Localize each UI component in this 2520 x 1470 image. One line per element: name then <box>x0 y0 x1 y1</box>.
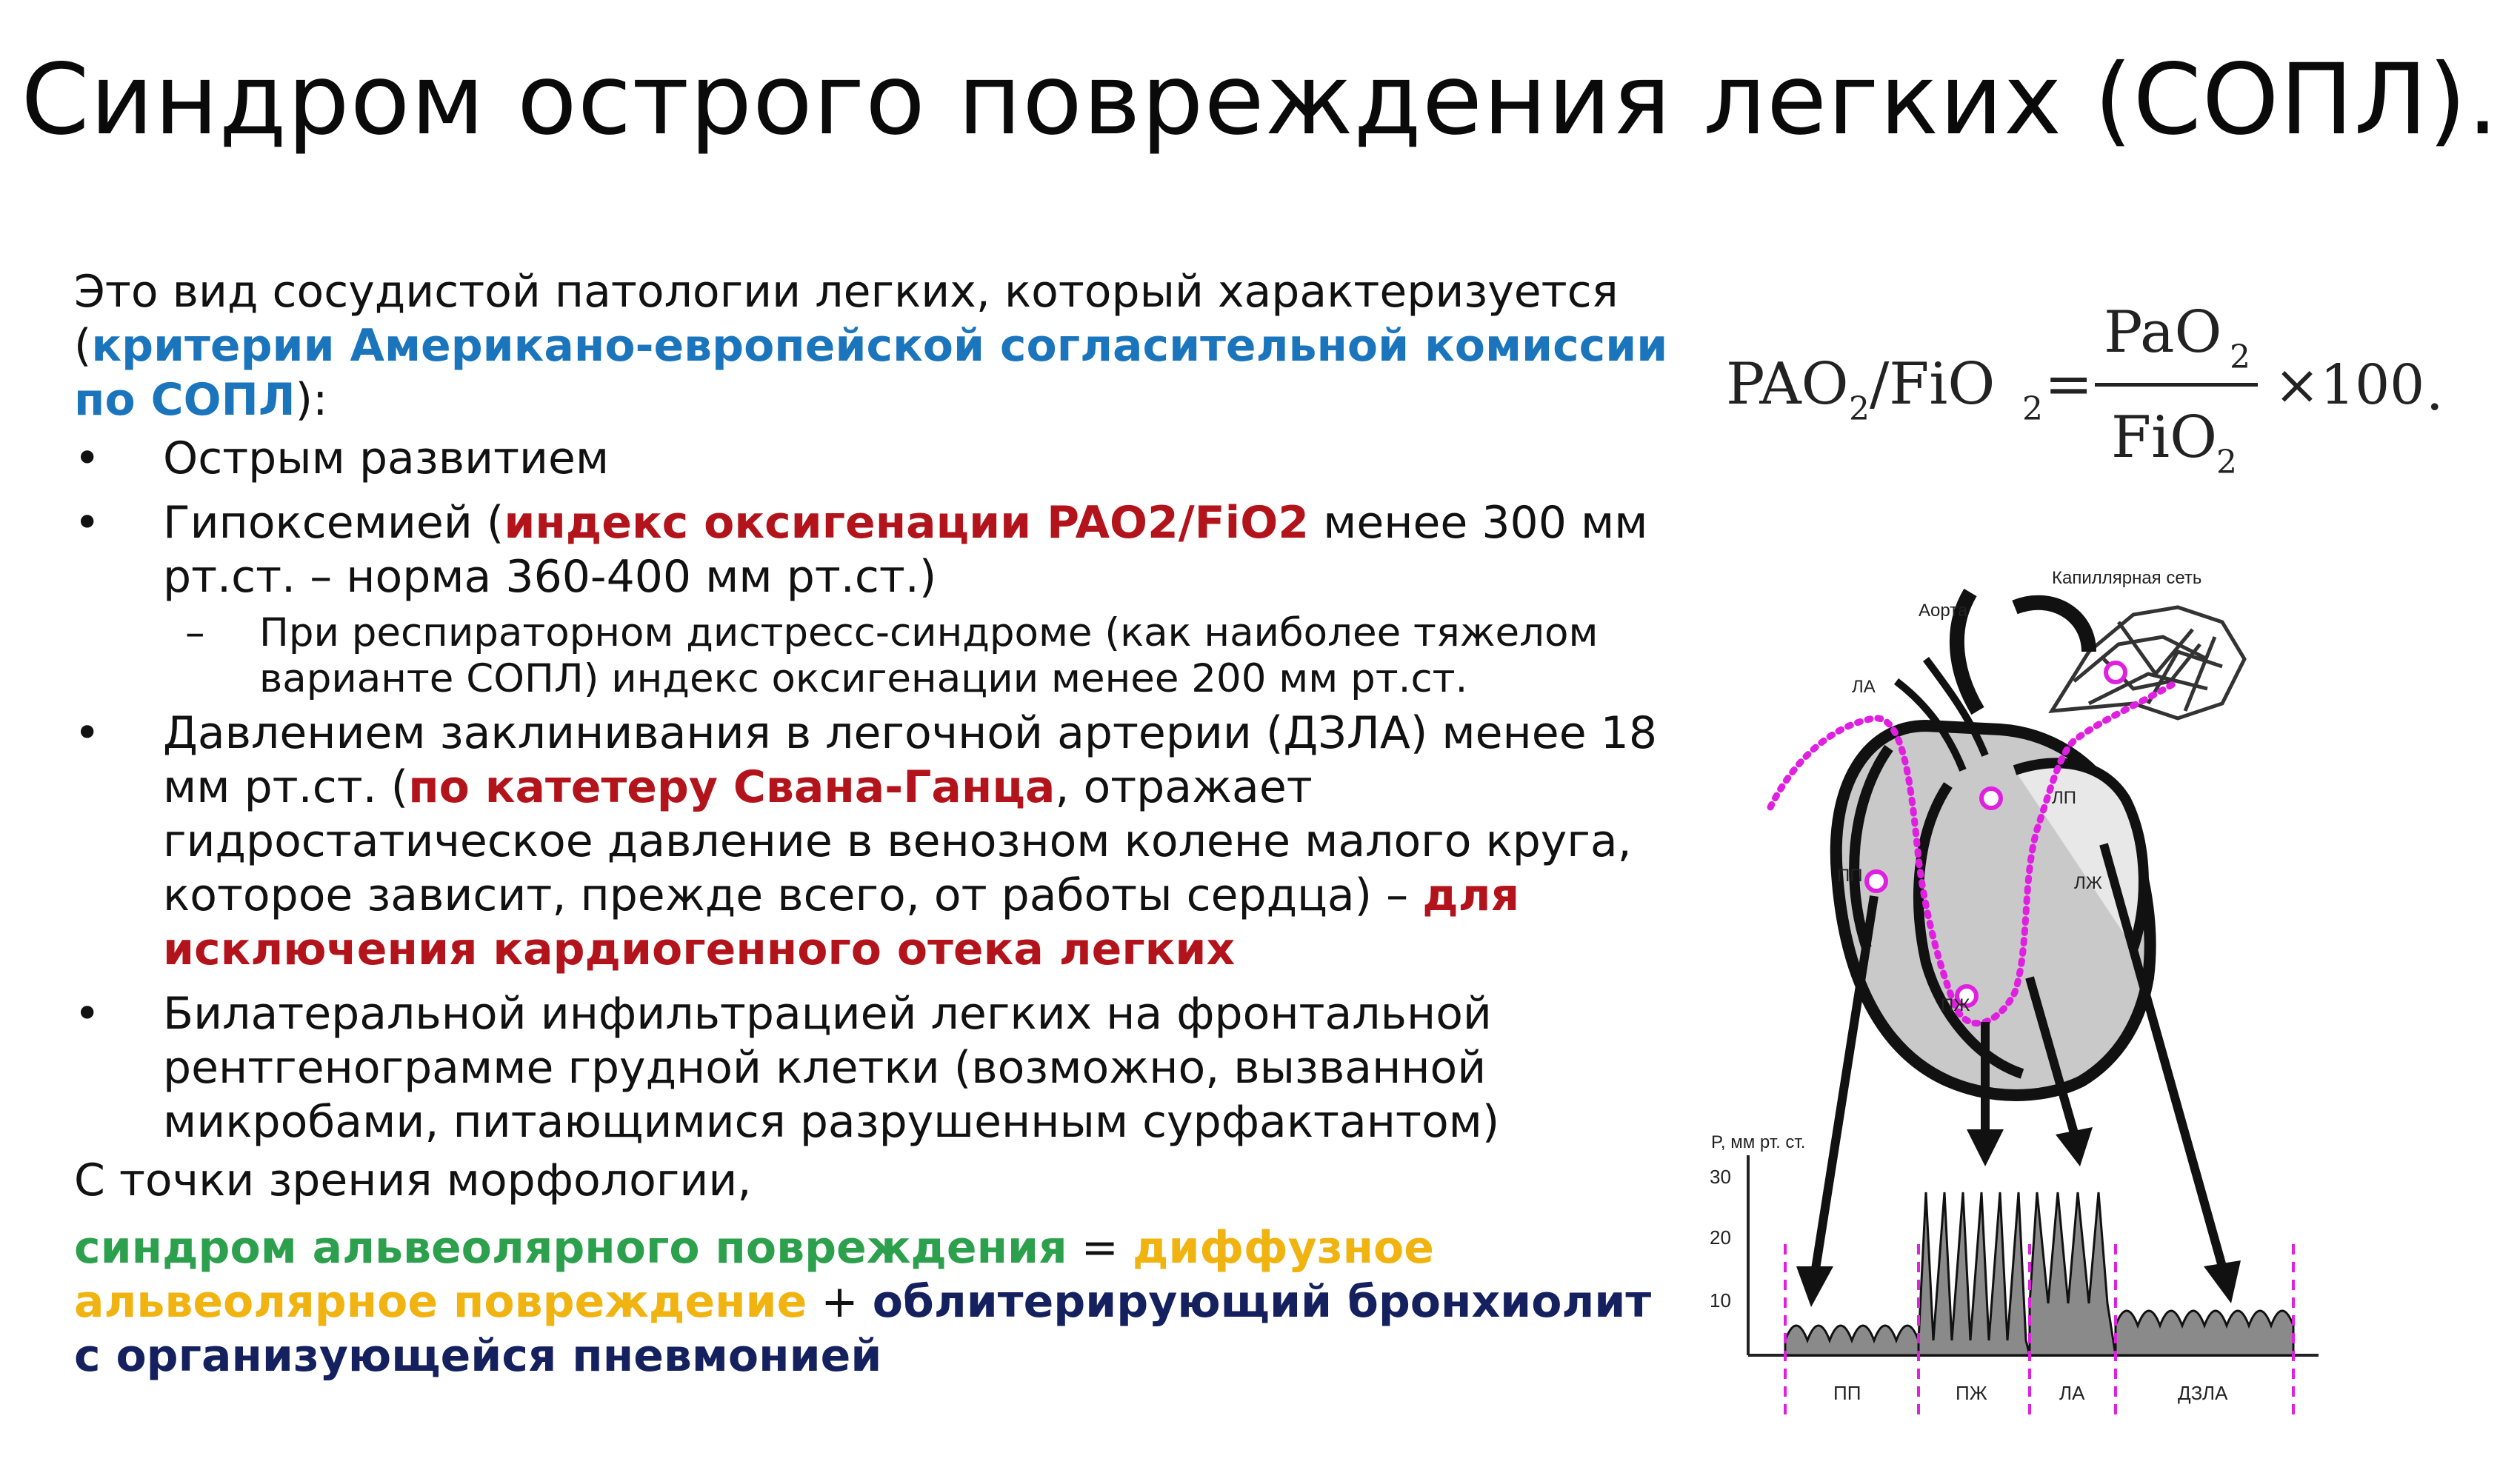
label-lp: ЛП <box>2052 788 2076 808</box>
bullet-hypoxemia: • Гипоксемией (индекс оксигенации PAO2/FiO2 менее 300 мм рт.ст. – норма 360-400 мм рт.ст.) <box>74 497 1648 603</box>
label-pp: ПП <box>1837 866 1863 886</box>
formula-lhs-sub: 2 <box>1849 390 1870 428</box>
intro-paragraph: Это вид сосудистой патологии легких, который характеризуется (критерии Американо-европейской согласительной комиссии по СОПЛ): <box>74 266 1668 426</box>
aorta-arch <box>1957 592 2089 711</box>
bullet-mark: • <box>74 432 101 484</box>
waveform-dzla <box>2116 1311 2293 1355</box>
label-aorta: Аорта <box>1919 601 1968 621</box>
y-tick-20: 20 <box>1710 1226 1731 1249</box>
sub-bullet-ards: – При респираторном дистресс-синдроме (как наиболее тяжелом варианте СОПЛ) индекс оксигенации менее 200 мм рт.ст. <box>185 610 1599 701</box>
catheter-point-la <box>1981 789 2001 808</box>
bullet-mark: • <box>74 497 101 549</box>
criteria-text: критерии Американо-европейской согласительной комиссии по СОПЛ <box>74 320 1668 426</box>
catheter-point-pp <box>1867 872 1886 891</box>
formula-denominator: FiO <box>2111 404 2218 471</box>
bullet-mark: • <box>74 707 101 759</box>
dash-mark: – <box>185 610 205 655</box>
fraction-bar <box>2095 383 2258 387</box>
catheter-point-capillary <box>2106 663 2125 682</box>
oxygenation-formula <box>1719 293 2444 500</box>
waveform-pp <box>1785 1326 1919 1355</box>
formula-slash-sub: 2 <box>2022 390 2043 428</box>
formula-equals: = <box>2044 351 2093 418</box>
label-la-top: ЛА <box>1852 677 1876 697</box>
slide-body <box>74 265 1689 1383</box>
waveform-la <box>2030 1192 2116 1355</box>
y-tick-30: 30 <box>1710 1166 1731 1188</box>
diffuse-damage-text: диффузное альвеолярное повреждение <box>74 1222 1434 1328</box>
morphology-definition: синдром альвеолярного повреждения = диффузное альвеолярное повреждение + облитерирующий бронхиолит с организующейся пневмонией <box>74 1222 1652 1382</box>
segment-label-pp: ПП <box>1833 1382 1861 1404</box>
formula-dot: . <box>2426 359 2444 423</box>
label-capillary-network: Капиллярная сеть <box>2052 568 2202 588</box>
y-axis-title: P, мм рт. ст. <box>1711 1132 1806 1152</box>
bullet-mark: • <box>74 988 101 1040</box>
slide-title: Синдром острого повреждения легких (СОПЛ). <box>21 43 2499 157</box>
swan-ganz-text: по катетеру Свана-Ганца <box>408 761 1056 813</box>
formula-numerator: PaO <box>2104 299 2222 366</box>
formula-times-100: ×100 <box>2274 353 2425 417</box>
segment-label-la: ЛА <box>2059 1382 2085 1404</box>
formula-slash: /FiO <box>1870 351 1996 418</box>
bullet-infiltration: • Билатеральной инфильтрацией легких на фронтальной рентгенограмме грудной клетки (возможно, вызванной микробами, питающимися разрушенным сурфактантом) <box>74 988 1500 1148</box>
cardiogenic-edema-text: для исключения кардиогенного отека легких <box>163 869 1520 975</box>
waveform-pzh <box>1919 1192 2030 1355</box>
formula-lhs: PAO <box>1726 351 1849 418</box>
label-pzh: ПЖ <box>1941 995 1970 1015</box>
swan-ganz-diagram <box>1704 563 2341 1429</box>
segment-label-dzla: ДЗЛА <box>2178 1382 2228 1404</box>
bronchiolitis-text: облитерирующий бронхиолит с организующейся пневмонией <box>74 1276 1652 1382</box>
morphology-lead: С точки зрения морфологии, <box>74 1155 752 1206</box>
oxygenation-index-text: индекс оксигенации PAO2/FiO2 <box>504 497 1309 549</box>
y-tick-10: 10 <box>1710 1289 1731 1312</box>
alveolar-syndrome-text: синдром альвеолярного повреждения <box>74 1222 1067 1274</box>
formula-denominator-sub: 2 <box>2216 444 2237 481</box>
label-lzh: ЛЖ <box>2074 873 2102 893</box>
formula-numerator-sub: 2 <box>2230 338 2250 376</box>
bullet-wedge-pressure: • Давлением заклинивания в легочной артерии (ДЗЛА) менее 18 мм рт.ст. (по катетеру Свана-Ганца, отражает гидростатическое давление в венозном колене малого круга, которое зависит, прежде всего, от работы сердца) – для исключения кардиогенного отека легких <box>74 707 1658 975</box>
segment-label-pzh: ПЖ <box>1956 1382 1987 1404</box>
bullet-acute: • Острым развитием <box>74 432 610 484</box>
